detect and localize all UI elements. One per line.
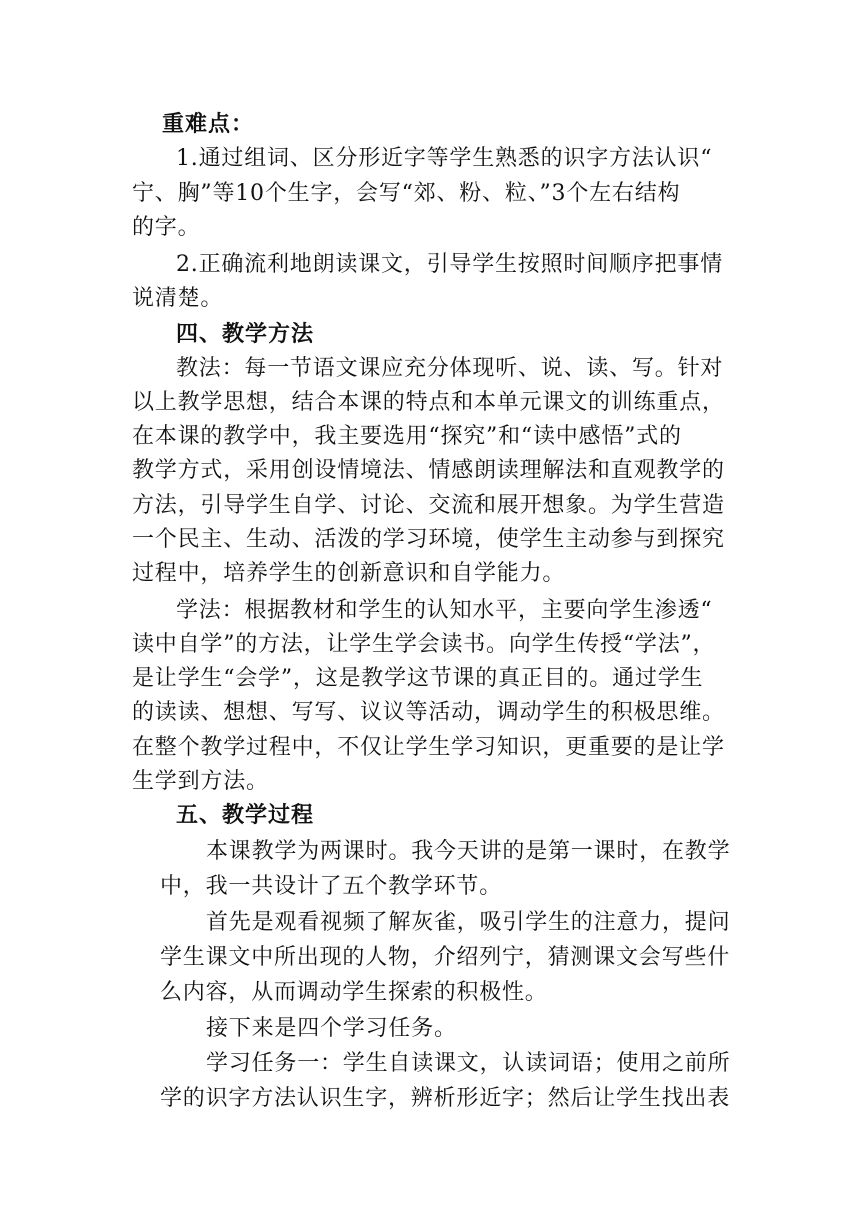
learning-method-line-2: 读中自学”的方法，让学生学会读书。向学生传授“学法”， bbox=[132, 632, 716, 657]
teaching-method-line-4: 教学方式，采用创设情境法、情感朗读理解法和直观教学的 bbox=[132, 458, 725, 483]
key-points-heading: 重难点： bbox=[162, 112, 255, 137]
teaching-method-line-6: 一个民主、生动、活泼的学习环境，使学生主动参与到探究 bbox=[132, 527, 725, 552]
learning-method-line-3: 是让学生“会学”，这是教学这节课的真正目的。通过学生 bbox=[132, 666, 704, 691]
teaching-method-line-5: 方法，引导学生自学、讨论、交流和展开想象。为学生营造 bbox=[132, 493, 725, 518]
process-para-1-line-2: 中，我一共设计了五个教学环节。 bbox=[160, 874, 503, 899]
learning-method-line-6: 生学到方法。 bbox=[132, 769, 269, 794]
key-point-1-line-2: 宁、胸”等10个生字，会写“郊、粉、粒、”3个左右结构 bbox=[132, 181, 681, 206]
methods-heading: 四、教学方法 bbox=[176, 322, 315, 347]
process-para-2-line-2: 学生课文中所出现的人物，介绍列宁，猜测课文会写些什 bbox=[160, 945, 731, 970]
process-para-4-line-2: 学的识字方法认识生字，辨析形近字；然后让学生找出表 bbox=[160, 1086, 731, 1111]
process-heading: 五、教学过程 bbox=[176, 803, 315, 828]
teaching-method-line-3: 在本课的教学中，我主要选用“探究”和“读中感悟”式的 bbox=[132, 424, 682, 449]
process-para-4-line-1: 学习任务一：学生自读课文，认读词语；使用之前所 bbox=[206, 1051, 731, 1076]
key-point-1-line-3: 的字。 bbox=[132, 215, 201, 240]
teaching-method-line-7: 过程中，培养学生的创新意识和自学能力。 bbox=[132, 561, 566, 586]
key-point-2-line-2: 说清楚。 bbox=[132, 286, 224, 311]
learning-method-line-4: 的读读、想想、写写、议议等活动，调动学生的积极思维。 bbox=[132, 700, 725, 725]
teaching-method-line-2: 以上教学思想，结合本课的特点和本单元课文的训练重点， bbox=[132, 390, 725, 415]
key-point-1-line-1: 1.通过组词、区分形近字等学生熟悉的识字方法认识“ bbox=[176, 146, 713, 171]
process-para-2-line-3: 么内容，从而调动学生探索的积极性。 bbox=[160, 980, 548, 1005]
key-point-2-line-1: 2.正确流利地朗读课文，引导学生按照时间顺序把事情 bbox=[176, 252, 723, 277]
process-para-1-line-1: 本课教学为两课时。我今天讲的是第一课时，在教学 bbox=[206, 839, 731, 864]
learning-method-line-5: 在整个教学过程中，不仅让学生学习知识，更重要的是让学 bbox=[132, 735, 725, 760]
learning-method-line-1: 学法：根据教材和学生的认知水平，主要向学生渗透“ bbox=[176, 598, 713, 623]
process-para-3-line-1: 接下来是四个学习任务。 bbox=[206, 1016, 457, 1041]
teaching-method-line-1: 教法：每一节语文课应充分体现听、说、读、写。针对 bbox=[176, 356, 724, 381]
process-para-2-line-1: 首先是观看视频了解灰雀，吸引学生的注意力，提问 bbox=[206, 910, 731, 935]
